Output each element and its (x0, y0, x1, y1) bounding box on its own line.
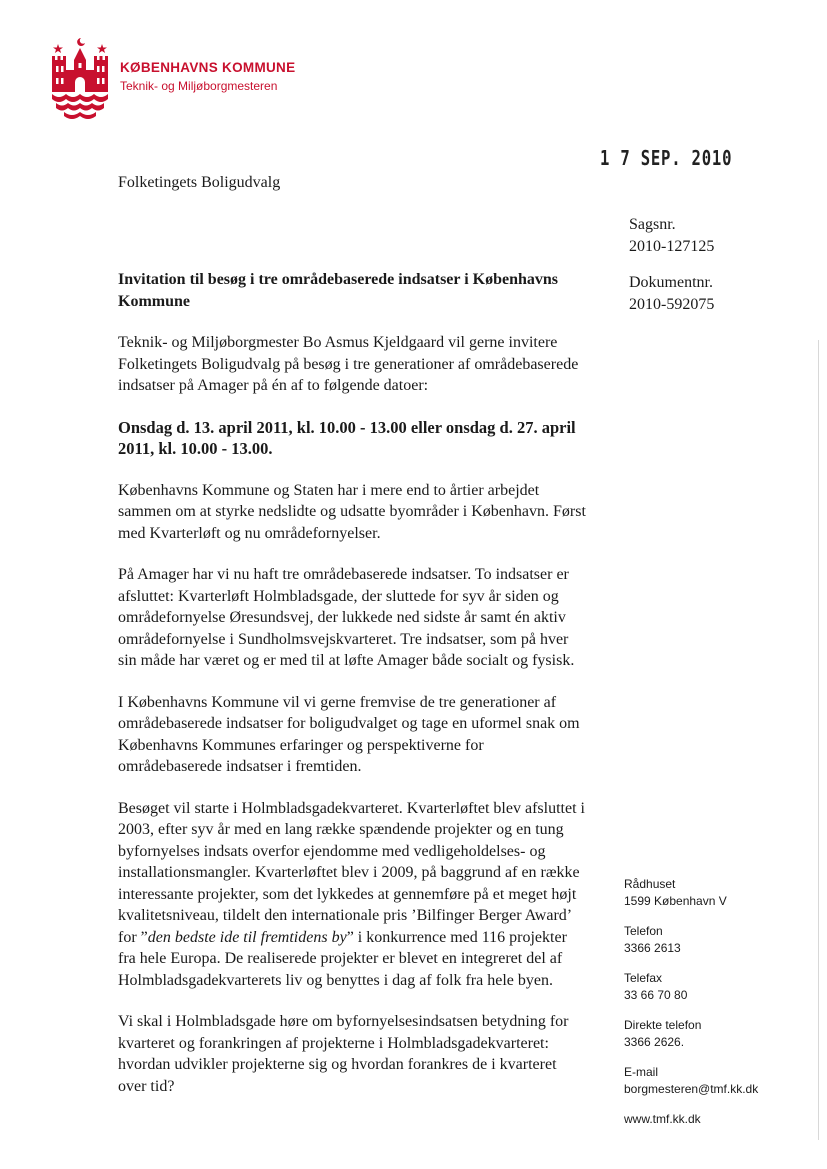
document-number: 2010-592075 (629, 296, 715, 313)
paragraph-visit-text-b: ” i konkurrence med 116 projekter fra hele Europa. De realiserede projekter er blevet en integreret del af Holmbladsgadekvarterets liv og benyttes i dag af folk fra hele byen. (118, 928, 567, 989)
address-value: 1599 København V (624, 893, 727, 908)
paragraph-dates: Onsdag d. 13. april 2011, kl. 10.00 - 13.00 eller onsdag d. 27. april 2011, kl. 10.00 - 13.00. (118, 417, 576, 458)
address-label: Rådhuset (624, 877, 676, 891)
paragraph-visit-text-a: Besøget vil starte i Holmbladsgadekvarteret. Kvarterløftet blev afsluttet i 2003, efter syv år med en lang række spændende projekter og en tung byfornyelses indsats overfor ejendomme med vedligeholdelses- og installationsmangler. Kvarterløftet blev i 2009, på baggrund af en række interessante projekter, som det lykkedes at gennemføre på et meget højt kvalitetsniveau, tildelt den internationale pris ’Bilfinger Berger Award’ for ” (118, 799, 585, 946)
email-block (624, 1064, 814, 1097)
email-value: borgmesteren@tmf.kk.dk (624, 1081, 759, 1096)
paragraph-holmbladsgade: Vi skal i Holmbladsgade høre om byfornyelsesindsatsen betydning for kvarteret og forankringen af projekterne i Holmbladsgadekvarteret: hvordan udvikler projekterne sig og hvordan forankres de i kvarteret over tid? (118, 1013, 569, 1095)
case-number: 2010-127125 (629, 238, 715, 255)
date-stamp: 1 7 SEP. 2010 (600, 146, 733, 170)
paragraph-amager: På Amager har vi nu haft tre områdebaserede indsatser. To indsatser er afsluttet: Kvarterløft Holmbladsgade, der sluttede for syv år siden og områdefornyelse Øresundsvej, der lukkede ned sidste år samt én aktiv områdefornyelse i Sundholmsvejskvarteret. Tre indsatser, som på hver sin måde har været og er med til at løfte Amager både socialt og fysisk. (118, 566, 575, 669)
direct-phone-block (624, 1017, 814, 1050)
document-reference (629, 272, 714, 316)
phone-block (624, 923, 814, 956)
website: www.tmf.kk.dk (624, 1112, 701, 1126)
recipient: Folketingets Boligudvalg (118, 174, 281, 191)
coat-of-arms-icon (48, 36, 112, 122)
phone-label: Telefon (624, 924, 663, 938)
paragraph-showcase: I Københavns Kommune vil vi gerne fremvise de tre generationer af områdebaserede indsatser for boligudvalget og tage en uformel snak om Københavns Kommunes erfaringer og perspektiverne for områdebaserede indsatser i fremtiden. (118, 693, 580, 775)
award-quote: den bedste ide til fremtidens by (147, 928, 347, 946)
paragraph-history: Københavns Kommune og Staten har i mere end to årtier arbejdet sammen om at styrke nedslidte og udsatte byområder i København. Først med Kvarterløft og nu områdefornyelser. (118, 481, 586, 542)
scan-edge-divider (818, 340, 819, 1140)
organization-department: Teknik- og Miljøborgmesteren (120, 79, 278, 93)
direct-phone-value: 3366 2626. (624, 1034, 685, 1049)
address-block (624, 876, 814, 909)
fax-block (624, 970, 814, 1003)
case-number-label: Sagsnr. (629, 216, 676, 233)
document-number-label: Dokumentnr. (629, 274, 713, 291)
fax-value: 33 66 70 80 (624, 987, 688, 1002)
paragraph-invitation: Teknik- og Miljøborgmester Bo Asmus Kjeldgaard vil gerne invitere Folketingets Boligudvalg på besøg i tre generationer af områdebaserede indsatser på Amager på én af to følgende datoer: (118, 334, 579, 394)
email-label: E-mail (624, 1065, 659, 1079)
organization-name: KØBENHAVNS KOMMUNE (120, 60, 296, 75)
phone-value: 3366 2613 (624, 940, 681, 955)
fax-label: Telefax (624, 971, 663, 985)
direct-phone-label: Direkte telefon (624, 1018, 702, 1032)
letter-title: Invitation til besøg i tre områdebaserede indsatser i Københavns Kommune (118, 271, 559, 310)
contact-sidebar (624, 876, 814, 1142)
paragraph-visit (118, 798, 588, 992)
case-reference (629, 214, 714, 258)
letter-body (118, 269, 588, 1117)
